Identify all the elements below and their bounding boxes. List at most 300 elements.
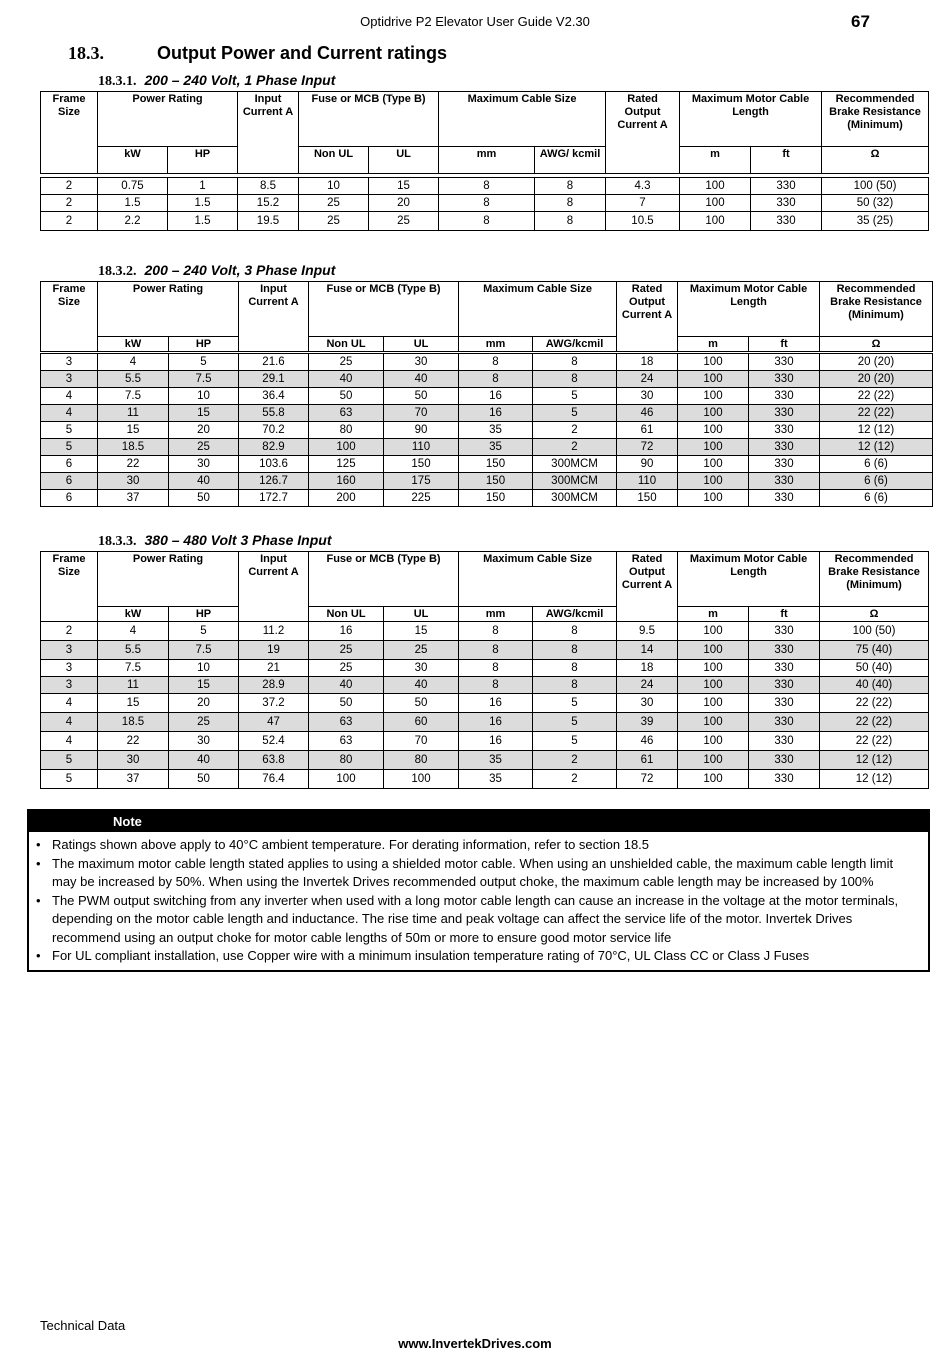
- table-cell: 25: [384, 641, 459, 660]
- col-cable-size: Maximum Cable Size: [459, 282, 617, 337]
- table-cell: 3: [41, 660, 98, 677]
- table-cell: 103.6: [239, 456, 309, 473]
- table-row: [41, 354, 933, 371]
- table-cell: 15: [98, 422, 169, 439]
- table-cell: 3: [41, 641, 98, 660]
- table-cell: 61: [617, 422, 678, 439]
- table-cell: 8: [535, 212, 606, 231]
- subsection-number: 18.3.1.: [98, 74, 137, 89]
- note-title: Note: [29, 811, 928, 832]
- table-row: [41, 439, 933, 456]
- table-cell: 22: [98, 456, 169, 473]
- table-cell: 1.5: [98, 195, 168, 212]
- table-cell: 8: [439, 195, 535, 212]
- table-cell: 22 (22): [820, 405, 933, 422]
- col-ft: ft: [751, 147, 822, 174]
- table-cell: 22 (22): [820, 388, 933, 405]
- table-cell: 63: [309, 405, 384, 422]
- table-cell: 7.5: [98, 660, 169, 677]
- table-cell: 6 (6): [820, 490, 933, 507]
- note-list: [29, 832, 928, 970]
- table-cell: 11: [98, 677, 169, 694]
- table-row: [41, 694, 929, 713]
- table-cell: 4.3: [606, 178, 680, 195]
- table-cell: 19.5: [238, 212, 299, 231]
- table-cell: 100: [678, 490, 749, 507]
- col-cable-size: Maximum Cable Size: [439, 92, 606, 147]
- col-m: m: [680, 147, 751, 174]
- col-input-current: Input Current A: [239, 282, 309, 352]
- table-cell: 8: [459, 660, 533, 677]
- table-row: [41, 641, 929, 660]
- table-cell: 8: [533, 371, 617, 388]
- table-cell: 100 (50): [822, 178, 929, 195]
- table-cell: 40 (40): [820, 677, 929, 694]
- table-cell: 330: [749, 732, 820, 751]
- col-fuse: Fuse or MCB (Type B): [309, 552, 459, 607]
- table-cell: 36.4: [239, 388, 309, 405]
- table-cell: 150: [459, 473, 533, 490]
- table-cell: 175: [384, 473, 459, 490]
- table-cell: 6: [41, 473, 98, 490]
- table-cell: 18.5: [98, 439, 169, 456]
- table-cell: 100: [678, 713, 749, 732]
- table-cell: 8: [533, 354, 617, 371]
- table-cell: 18: [617, 660, 678, 677]
- table-cell: 5: [169, 622, 239, 641]
- table-cell: 7: [606, 195, 680, 212]
- table-cell: 100: [678, 660, 749, 677]
- col-rated-output: Rated Output Current A: [606, 92, 680, 174]
- table-cell: 5: [533, 732, 617, 751]
- table-cell: 40: [309, 371, 384, 388]
- table-cell: 5.5: [98, 371, 169, 388]
- table-cell: 2: [41, 212, 98, 231]
- table-cell: 5: [533, 713, 617, 732]
- table-cell: 100: [678, 770, 749, 789]
- table-cell: 21: [239, 660, 309, 677]
- table-cell: 330: [749, 770, 820, 789]
- note-item-text: Ratings shown above apply to 40°C ambient temperature. For derating information, refer to section 18.5: [52, 837, 650, 852]
- table-cell: 50 (32): [822, 195, 929, 212]
- table-cell: 3: [41, 677, 98, 694]
- table-cell: 50: [384, 694, 459, 713]
- table-cell: 8: [459, 371, 533, 388]
- table-cell: 100: [678, 371, 749, 388]
- col-frame-size: Frame Size: [41, 282, 98, 352]
- col-rated-output: Rated Output Current A: [617, 282, 678, 352]
- table-cell: 330: [749, 751, 820, 770]
- table-cell: 50: [384, 388, 459, 405]
- section-heading: [68, 43, 447, 64]
- table-cell: 100: [680, 212, 751, 231]
- table-cell: 100: [678, 751, 749, 770]
- table-cell: 70.2: [239, 422, 309, 439]
- col-frame-size: Frame Size: [41, 552, 98, 622]
- table-cell: 24: [617, 371, 678, 388]
- table-cell: 100: [678, 456, 749, 473]
- table-cell: 12 (12): [820, 422, 933, 439]
- table-cell: 15.2: [238, 195, 299, 212]
- table-cell: 2: [533, 770, 617, 789]
- table-cell: 30: [98, 751, 169, 770]
- table-cell: 2: [41, 195, 98, 212]
- table-cell: 8: [459, 641, 533, 660]
- table-cell: 100: [678, 622, 749, 641]
- col-hp: HP: [169, 337, 239, 352]
- col-ul: UL: [384, 607, 459, 622]
- table-cell: 37: [98, 770, 169, 789]
- table-row: [41, 178, 929, 195]
- table-cell: 2: [41, 622, 98, 641]
- bullet-icon: •: [36, 855, 41, 871]
- table-cell: 8: [533, 622, 617, 641]
- table-cell: 6: [41, 456, 98, 473]
- table-cell: 15: [369, 178, 439, 195]
- table-cell: 24: [617, 677, 678, 694]
- table-cell: 2.2: [98, 212, 168, 231]
- table-cell: 4: [41, 388, 98, 405]
- table-cell: 100: [309, 439, 384, 456]
- col-kw: kW: [98, 607, 169, 622]
- table-cell: 4: [41, 694, 98, 713]
- bullet-icon: •: [36, 892, 41, 908]
- table-cell: 1.5: [168, 195, 238, 212]
- table-cell: 60: [384, 713, 459, 732]
- subsection-title: 200 – 240 Volt, 1 Phase Input: [144, 72, 336, 88]
- table-cell: 100: [678, 732, 749, 751]
- table-cell: 10: [299, 178, 369, 195]
- document-header: Optidrive P2 Elevator User Guide V2.30: [360, 14, 590, 29]
- table-cell: 15: [98, 694, 169, 713]
- subsection-heading-2: [98, 262, 335, 280]
- table-cell: 63: [309, 713, 384, 732]
- table-cell: 7.5: [169, 371, 239, 388]
- table-cell: 14: [617, 641, 678, 660]
- table-cell: 100: [678, 473, 749, 490]
- table-cell: 0.75: [98, 178, 168, 195]
- table-cell: 50 (40): [820, 660, 929, 677]
- table-cell: 330: [749, 473, 820, 490]
- table-cell: 80: [309, 751, 384, 770]
- table-row: [41, 677, 929, 694]
- table-cell: 20 (20): [820, 371, 933, 388]
- table-cell: 225: [384, 490, 459, 507]
- bullet-icon: •: [36, 948, 41, 963]
- table-cell: 22 (22): [820, 713, 929, 732]
- table-cell: 61: [617, 751, 678, 770]
- table-cell: 20: [369, 195, 439, 212]
- col-brake: Recommended Brake Resistance (Minimum): [822, 92, 929, 147]
- table-cell: 110: [384, 439, 459, 456]
- col-input-current: Input Current A: [239, 552, 309, 622]
- page-number: 67: [851, 12, 870, 31]
- col-mm: mm: [439, 147, 535, 174]
- table-cell: 300MCM: [533, 456, 617, 473]
- table-cell: 100 (50): [820, 622, 929, 641]
- table-cell: 8: [459, 677, 533, 694]
- table-cell: 22 (22): [820, 732, 929, 751]
- table-cell: 330: [749, 622, 820, 641]
- table-cell: 30: [169, 456, 239, 473]
- table-cell: 35: [459, 751, 533, 770]
- table-cell: 70: [384, 405, 459, 422]
- table-row: [41, 212, 929, 231]
- table-cell: 16: [459, 732, 533, 751]
- table-cell: 330: [749, 677, 820, 694]
- table-cell: 9.5: [617, 622, 678, 641]
- table-cell: 4: [41, 713, 98, 732]
- table-cell: 2: [533, 439, 617, 456]
- table-row: [41, 751, 929, 770]
- col-kw: kW: [98, 147, 168, 174]
- table-cell: 110: [617, 473, 678, 490]
- col-ohm: Ω: [822, 147, 929, 174]
- table-cell: 330: [749, 388, 820, 405]
- subsection-heading-3: [98, 532, 332, 550]
- table-row: [41, 732, 929, 751]
- table-cell: 25: [299, 195, 369, 212]
- col-cable-size: Maximum Cable Size: [459, 552, 617, 607]
- table-cell: 11.2: [239, 622, 309, 641]
- table-cell: 21.6: [239, 354, 309, 371]
- table-cell: 40: [169, 473, 239, 490]
- table-cell: 300MCM: [533, 490, 617, 507]
- table-cell: 8: [459, 354, 533, 371]
- table-cell: 3: [41, 354, 98, 371]
- note-item: [36, 855, 920, 892]
- note-item: [36, 836, 920, 855]
- col-brake: Recommended Brake Resistance (Minimum): [820, 552, 929, 607]
- col-ft: ft: [749, 607, 820, 622]
- table-cell: 12 (12): [820, 770, 929, 789]
- table-cell: 25: [169, 439, 239, 456]
- table-cell: 12 (12): [820, 751, 929, 770]
- table-cell: 5: [41, 751, 98, 770]
- col-motor-cable: Maximum Motor Cable Length: [680, 92, 822, 147]
- table-cell: 37.2: [239, 694, 309, 713]
- table-cell: 90: [384, 422, 459, 439]
- table-cell: 100: [384, 770, 459, 789]
- table-cell: 30: [384, 354, 459, 371]
- col-awg: AWG/kcmil: [533, 607, 617, 622]
- table-cell: 300MCM: [533, 473, 617, 490]
- col-kw: kW: [98, 337, 169, 352]
- col-frame-size: Frame Size: [41, 92, 98, 174]
- table-cell: 2: [533, 422, 617, 439]
- col-awg: AWG/ kcmil: [535, 147, 606, 174]
- table-cell: 39: [617, 713, 678, 732]
- table-cell: 63.8: [239, 751, 309, 770]
- ratings-table-3-body: [40, 621, 929, 789]
- table-cell: 40: [169, 751, 239, 770]
- table-cell: 12 (12): [820, 439, 933, 456]
- table-row: [41, 371, 933, 388]
- table-cell: 2: [41, 178, 98, 195]
- section-number: 18.3.: [68, 43, 104, 63]
- table-cell: 30: [617, 388, 678, 405]
- table-cell: 8: [535, 178, 606, 195]
- table-cell: 150: [459, 456, 533, 473]
- footer-section: Technical Data: [40, 1318, 126, 1333]
- col-ohm: Ω: [820, 607, 929, 622]
- table-cell: 82.9: [239, 439, 309, 456]
- table-cell: 25: [309, 660, 384, 677]
- table-cell: 11: [98, 405, 169, 422]
- table-cell: 7.5: [98, 388, 169, 405]
- table-cell: 330: [749, 439, 820, 456]
- col-mm: mm: [459, 607, 533, 622]
- table-cell: 50: [169, 770, 239, 789]
- table-cell: 5: [41, 770, 98, 789]
- table-cell: 7.5: [169, 641, 239, 660]
- table-cell: 100: [678, 677, 749, 694]
- col-fuse: Fuse or MCB (Type B): [309, 282, 459, 337]
- section-title: Output Power and Current ratings: [157, 43, 448, 63]
- table-cell: 25: [369, 212, 439, 231]
- table-cell: 330: [749, 660, 820, 677]
- table-cell: 10: [169, 660, 239, 677]
- bullet-icon: •: [36, 837, 41, 852]
- table-cell: 37: [98, 490, 169, 507]
- table-cell: 35 (25): [822, 212, 929, 231]
- table-cell: 4: [98, 622, 169, 641]
- table-cell: 90: [617, 456, 678, 473]
- table-cell: 125: [309, 456, 384, 473]
- table-cell: 15: [169, 677, 239, 694]
- table-cell: 8: [439, 212, 535, 231]
- table-cell: 5: [41, 439, 98, 456]
- table-cell: 150: [384, 456, 459, 473]
- table-cell: 16: [459, 713, 533, 732]
- table-cell: 6 (6): [820, 473, 933, 490]
- table-cell: 172.7: [239, 490, 309, 507]
- table-cell: 72: [617, 770, 678, 789]
- note-item-text: The maximum motor cable length stated applies to using a shielded motor cable. When using an unshielded cable, the maximum cable length limit may be increased by 50%. When using the Invertek Drives recommended output choke, the maximum cable length may be increased by 100%: [52, 855, 894, 889]
- col-motor-cable: Maximum Motor Cable Length: [678, 282, 820, 337]
- table-cell: 46: [617, 405, 678, 422]
- ratings-table-2-body: [40, 353, 933, 507]
- table-cell: 100: [680, 178, 751, 195]
- table-cell: 50: [169, 490, 239, 507]
- table-cell: 100: [678, 422, 749, 439]
- col-power-rating: Power Rating: [98, 92, 238, 147]
- col-non-ul: Non UL: [299, 147, 369, 174]
- table-row: [41, 490, 933, 507]
- table-cell: 330: [751, 212, 822, 231]
- table-cell: 40: [309, 677, 384, 694]
- table-cell: 16: [459, 694, 533, 713]
- table-cell: 25: [169, 713, 239, 732]
- subsection-title: 380 – 480 Volt 3 Phase Input: [144, 532, 332, 548]
- table-cell: 29.1: [239, 371, 309, 388]
- table-cell: 100: [680, 195, 751, 212]
- table-cell: 100: [678, 641, 749, 660]
- table-cell: 330: [749, 713, 820, 732]
- table-cell: 47: [239, 713, 309, 732]
- table-cell: 18.5: [98, 713, 169, 732]
- table-cell: 70: [384, 732, 459, 751]
- table-row: [41, 456, 933, 473]
- table-cell: 25: [309, 641, 384, 660]
- ratings-table-3-header: [40, 551, 929, 622]
- table-cell: 20 (20): [820, 354, 933, 371]
- footer-url: www.InvertekDrives.com: [398, 1336, 552, 1351]
- table-cell: 20: [169, 694, 239, 713]
- table-cell: 1.5: [168, 212, 238, 231]
- note-item-text: The PWM output switching from any inverter when used with a long motor cable length can cause an increase in the voltage at the motor terminals, depending on the motor cable length and inductance. The rise time and peak voltage can affect the service life of the motor. Invertek Drives recommend using an output choke for motor cable lengths of 50m or more to ensure good motor service life: [52, 892, 899, 945]
- table-cell: 10.5: [606, 212, 680, 231]
- table-cell: 160: [309, 473, 384, 490]
- table-cell: 150: [617, 490, 678, 507]
- table-cell: 5: [533, 388, 617, 405]
- table-cell: 200: [309, 490, 384, 507]
- table-row: [41, 422, 933, 439]
- table-cell: 75 (40): [820, 641, 929, 660]
- note-box: [27, 809, 930, 972]
- table-cell: 80: [309, 422, 384, 439]
- col-ohm: Ω: [820, 337, 933, 352]
- col-mm: mm: [459, 337, 533, 352]
- table-cell: 16: [309, 622, 384, 641]
- col-awg: AWG/kcmil: [533, 337, 617, 352]
- table-cell: 330: [749, 354, 820, 371]
- ratings-table-1-body: [40, 177, 929, 231]
- table-cell: 330: [751, 178, 822, 195]
- table-cell: 8: [533, 641, 617, 660]
- table-cell: 4: [41, 405, 98, 422]
- table-cell: 100: [678, 405, 749, 422]
- table-cell: 8: [533, 660, 617, 677]
- table-cell: 5: [533, 405, 617, 422]
- table-cell: 30: [617, 694, 678, 713]
- table-cell: 28.9: [239, 677, 309, 694]
- table-cell: 4: [41, 732, 98, 751]
- table-cell: 16: [459, 388, 533, 405]
- table-cell: 126.7: [239, 473, 309, 490]
- table-row: [41, 195, 929, 212]
- table-cell: 15: [384, 622, 459, 641]
- table-cell: 8.5: [238, 178, 299, 195]
- col-motor-cable: Maximum Motor Cable Length: [678, 552, 820, 607]
- table-cell: 25: [299, 212, 369, 231]
- table-cell: 18: [617, 354, 678, 371]
- table-cell: 8: [535, 195, 606, 212]
- note-item: [36, 947, 920, 966]
- table-row: [41, 713, 929, 732]
- table-cell: 100: [678, 388, 749, 405]
- subsection-number: 18.3.3.: [98, 534, 137, 549]
- table-cell: 330: [749, 422, 820, 439]
- col-power-rating: Power Rating: [98, 282, 239, 337]
- table-cell: 22 (22): [820, 694, 929, 713]
- table-cell: 100: [309, 770, 384, 789]
- col-ul: UL: [369, 147, 439, 174]
- col-m: m: [678, 337, 749, 352]
- col-fuse: Fuse or MCB (Type B): [299, 92, 439, 147]
- table-cell: 8: [459, 622, 533, 641]
- ratings-table-1-header: [40, 91, 929, 174]
- table-cell: 330: [749, 490, 820, 507]
- table-cell: 52.4: [239, 732, 309, 751]
- table-cell: 3: [41, 371, 98, 388]
- table-cell: 20: [169, 422, 239, 439]
- table-cell: 30: [169, 732, 239, 751]
- table-cell: 1: [168, 178, 238, 195]
- table-cell: 8: [439, 178, 535, 195]
- col-m: m: [678, 607, 749, 622]
- col-input-current: Input Current A: [238, 92, 299, 174]
